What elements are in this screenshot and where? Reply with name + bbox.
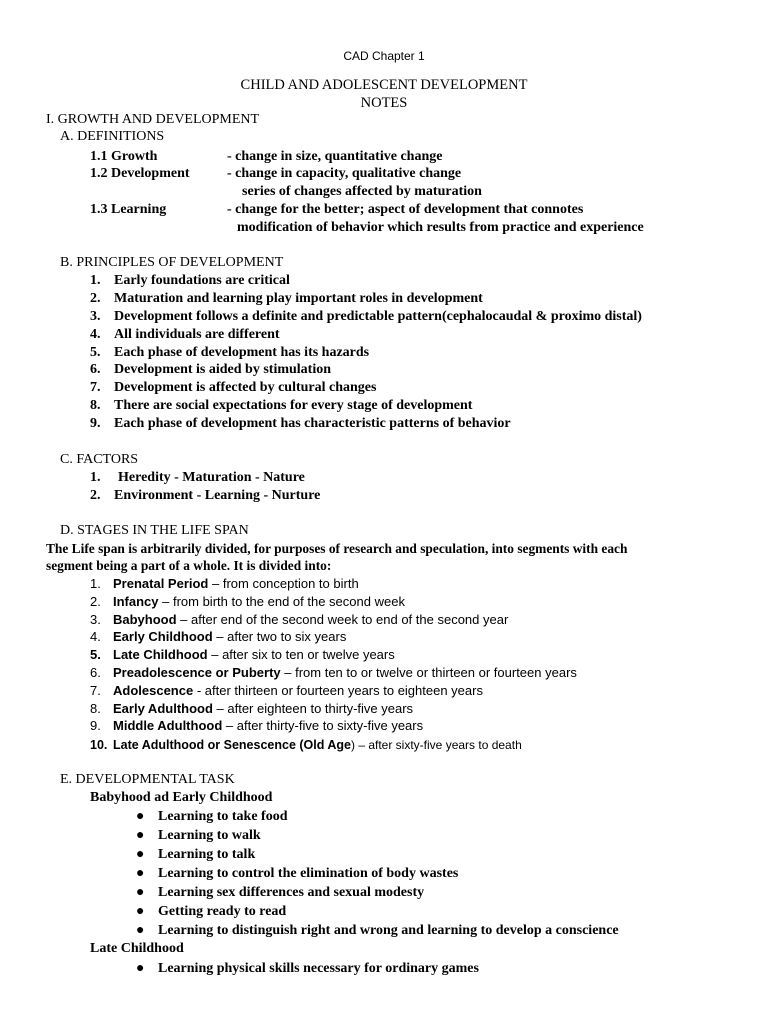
- section-heading: I. GROWTH AND DEVELOPMENT: [46, 112, 260, 127]
- bullet-icon: ●: [136, 961, 145, 976]
- definition-term: 1.2 Development: [90, 166, 190, 181]
- list-item: 6. Development is aided by stimulation: [90, 362, 332, 377]
- list-item: 5. Each phase of development has its hazards: [90, 345, 370, 360]
- bullet-item: ● Learning to control the elimination of body wastes: [136, 866, 459, 881]
- definition-continuation: series of changes affected by maturation: [242, 184, 482, 199]
- bullet-item: ● Learning to take food: [136, 809, 288, 824]
- list-item: 1. Early foundations are critical: [90, 273, 290, 288]
- stage-item: 8. Early Adulthood – after eighteen to thirty-five years: [90, 701, 414, 716]
- bullet-icon: ●: [136, 866, 145, 881]
- group-title: Babyhood ad Early Childhood: [90, 790, 273, 805]
- definition-text: - change in size, quantitative change: [227, 149, 443, 164]
- definition-continuation: modification of behavior which results from practice and experience: [237, 220, 644, 235]
- stage-item: 6. Preadolescence or Puberty – from ten to or twelve or thirteen or fourteen years: [90, 665, 577, 680]
- definition-term: 1.1 Growth: [90, 149, 158, 164]
- stage-item: 1. Prenatal Period – from conception to birth: [90, 576, 359, 591]
- subsection-heading: C. FACTORS: [60, 452, 139, 467]
- list-item: 2. Environment - Learning - Nurture: [90, 488, 321, 503]
- list-item: 3. Development follows a definite and predictable pattern(cephalocaudal & proximo distal): [90, 309, 642, 324]
- list-item: 2. Maturation and learning play important roles in development: [90, 291, 483, 306]
- bullet-item: ● Getting ready to read: [136, 904, 287, 919]
- subsection-heading: E. DEVELOPMENTAL TASK: [60, 772, 235, 787]
- document-title: CHILD AND ADOLESCENT DEVELOPMENT: [240, 77, 528, 93]
- list-item: 8. There are social expectations for every stage of development: [90, 398, 473, 413]
- document-subtitle: NOTES: [360, 95, 408, 111]
- stage-item: 7. Adolescence - after thirteen or fourteen years to eighteen years: [90, 683, 483, 698]
- bullet-item: ● Learning physical skills necessary for ordinary games: [136, 961, 479, 976]
- definition-term: 1.3 Learning: [90, 202, 167, 217]
- bullet-item: ● Learning to walk: [136, 828, 261, 843]
- stage-item: 2. Infancy – from birth to the end of the second week: [90, 594, 405, 609]
- chapter-label: CAD Chapter 1: [343, 49, 425, 63]
- stage-item: 5. Late Childhood – after six to ten or twelve years: [90, 647, 395, 662]
- stage-item: 9. Middle Adulthood – after thirty-five to sixty-five years: [90, 718, 424, 733]
- subsection-heading: A. DEFINITIONS: [60, 129, 165, 144]
- list-item: 9. Each phase of development has characteristic patterns of behavior: [90, 416, 511, 431]
- paragraph-line: The Life span is arbitrarily divided, for purposes of research and speculation, into segments with each: [46, 541, 628, 556]
- stage-item: 4. Early Childhood – after two to six years: [90, 629, 347, 644]
- bullet-item: ● Learning sex differences and sexual modesty: [136, 885, 425, 900]
- stage-item: 10. Late Adulthood or Senescence (Old Age) – after sixty-five years to death: [90, 738, 522, 752]
- subsection-heading: D. STAGES IN THE LIFE SPAN: [60, 523, 249, 538]
- bullet-icon: ●: [136, 904, 145, 919]
- subsection-heading: B. PRINCIPLES OF DEVELOPMENT: [60, 255, 284, 270]
- bullet-icon: ●: [136, 885, 145, 900]
- bullet-icon: ●: [136, 809, 145, 824]
- stage-item: 3. Babyhood – after end of the second week to end of the second year: [90, 612, 509, 627]
- definition-text: - change in capacity, qualitative change: [227, 166, 462, 181]
- bullet-item: ● Learning to talk: [136, 847, 256, 862]
- bullet-icon: ●: [136, 923, 145, 938]
- definition-text: - change for the better; aspect of development that connotes: [227, 202, 584, 217]
- bullet-icon: ●: [136, 847, 145, 862]
- list-item: 7. Development is affected by cultural changes: [90, 380, 377, 395]
- bullet-icon: ●: [136, 828, 145, 843]
- bullet-item: ● Learning to distinguish right and wrong and learning to develop a conscience: [136, 923, 619, 938]
- paragraph-line: segment being a part of a whole. It is divided into:: [46, 558, 332, 573]
- list-item: 4. All individuals are different: [90, 327, 280, 342]
- group-title: Late Childhood: [90, 941, 184, 956]
- list-item: 1. Heredity - Maturation - Nature: [90, 470, 305, 485]
